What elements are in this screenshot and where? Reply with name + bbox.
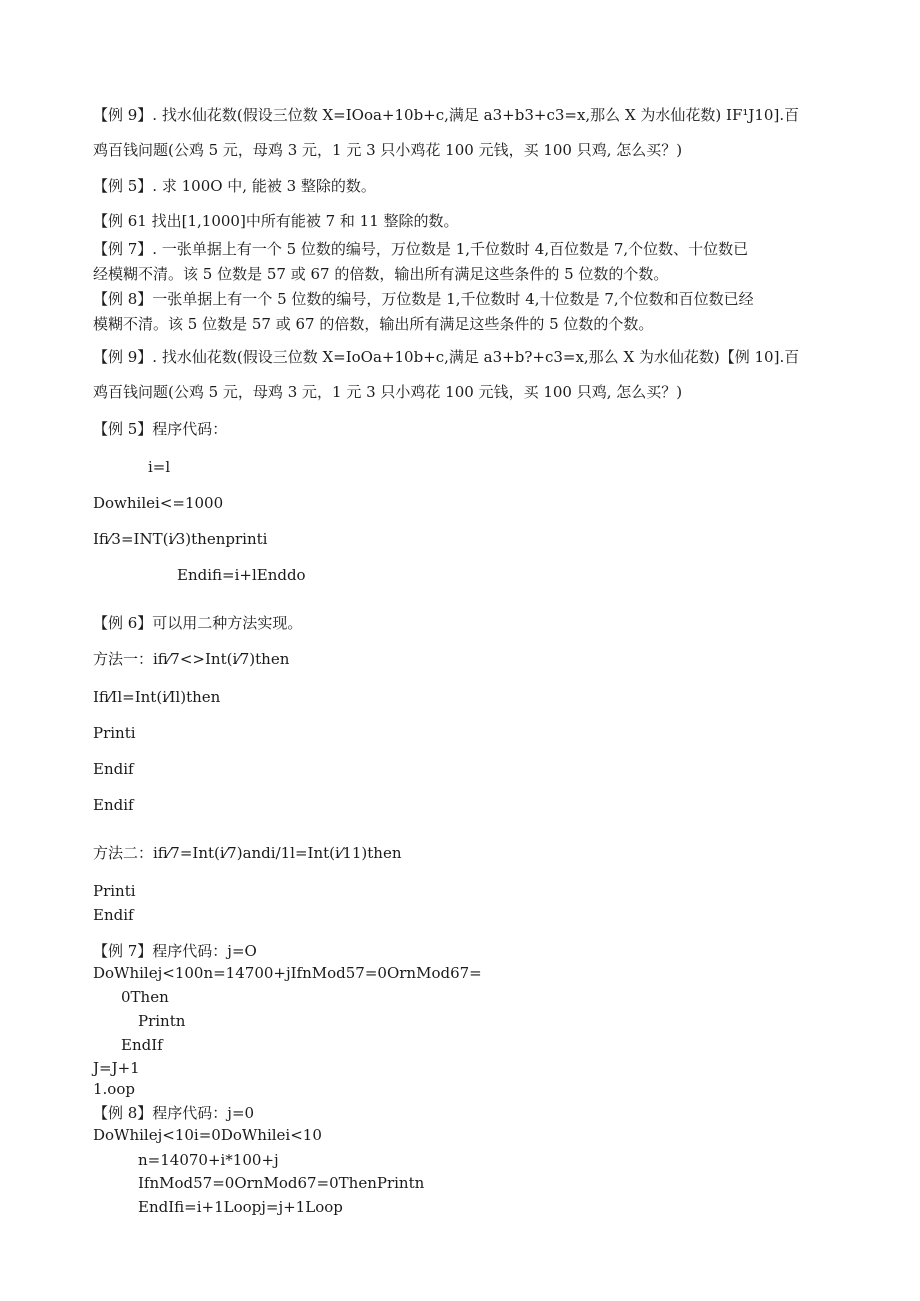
code-line: 方法一：ifi⁄7<>Int(i⁄7)then: [93, 650, 290, 668]
code-line: Endif: [93, 760, 134, 778]
code-line: J=J+1: [93, 1059, 140, 1077]
code-line: IfnMod57=0OrnMod67=0ThenPrintn: [138, 1174, 425, 1192]
text-line: 经模糊不清。该 5 位数是 57 或 67 的倍数，输出所有满足这些条件的 5 位数的个数。: [93, 265, 669, 283]
text-line: 【例 5】. 求 100O 中, 能被 3 整除的数。: [93, 177, 376, 195]
code-heading: 【例 7】程序代码：j=O: [93, 942, 257, 960]
text-line: 模糊不清。该 5 位数是 57 或 67 的倍数，输出所有满足这些条件的 5 位数的个数。: [93, 315, 654, 333]
text-line: 【例 61 找出[1,1000]中所有能被 7 和 11 整除的数。: [93, 212, 459, 230]
text-line: 【例 6】可以用二种方法实现。: [93, 614, 303, 632]
text-line: 鸡百钱问题(公鸡 5 元，母鸡 3 元，1 元 3 只小鸡花 100 元钱，买 100 只鸡, 怎么买？): [93, 141, 683, 159]
code-line: EndIf: [121, 1036, 163, 1054]
code-line: 0Then: [121, 988, 169, 1006]
code-line: Printi: [93, 882, 136, 900]
code-line: Ifi⁄3=INT(i⁄3)thenprinti: [93, 530, 268, 548]
code-line: EndIfi=i+1Loopj=j+1Loop: [138, 1198, 343, 1216]
code-heading: 【例 8】程序代码：j=0: [93, 1104, 255, 1122]
text-line: 【例 8】一张单据上有一个 5 位数的编号，万位数是 1,千位数时 4,十位数是 7,个位数和百位数已经: [93, 290, 754, 308]
code-line: 方法二：ifi⁄7=Int(i⁄7)andi/1l=Int(i⁄11)then: [93, 844, 402, 862]
code-line: n=14070+i*100+j: [138, 1151, 279, 1169]
code-line: i=l: [148, 458, 171, 476]
code-line: DoWhilej<100n=14700+jIfnMod57=0OrnMod67=: [93, 964, 482, 982]
code-line: Endif: [93, 796, 134, 814]
text-line: 【例 9】. 找水仙花数(假设三位数 X=IoOa+10b+c,满足 a3+b?+c3=x,那么 X 为水仙花数)【例 10].百: [93, 348, 800, 366]
code-line: Endifi=i+lEnddo: [177, 566, 306, 584]
code-line: Dowhilei<=1000: [93, 494, 224, 512]
text-line: 【例 7】. 一张单据上有一个 5 位数的编号，万位数是 1,千位数时 4,百位数是 7,个位数、十位数已: [93, 240, 749, 258]
code-line: Endif: [93, 906, 134, 924]
code-line: 1.oop: [93, 1080, 135, 1098]
text-line: 【例 9】. 找水仙花数(假设三位数 X=IOoa+10b+c,满足 a3+b3+c3=x,那么 X 为水仙花数) IF¹J10].百: [93, 106, 800, 124]
code-line: Ifi⁄Il=Int(i⁄Il)then: [93, 688, 221, 706]
code-heading: 【例 5】程序代码：: [93, 420, 228, 438]
code-line: Printi: [93, 724, 136, 742]
code-line: DoWhilej<10i=0DoWhilei<10: [93, 1126, 322, 1144]
code-line: Printn: [138, 1012, 186, 1030]
text-line: 鸡百钱问题(公鸡 5 元，母鸡 3 元，1 元 3 只小鸡花 100 元钱，买 100 只鸡, 怎么买？): [93, 383, 683, 401]
